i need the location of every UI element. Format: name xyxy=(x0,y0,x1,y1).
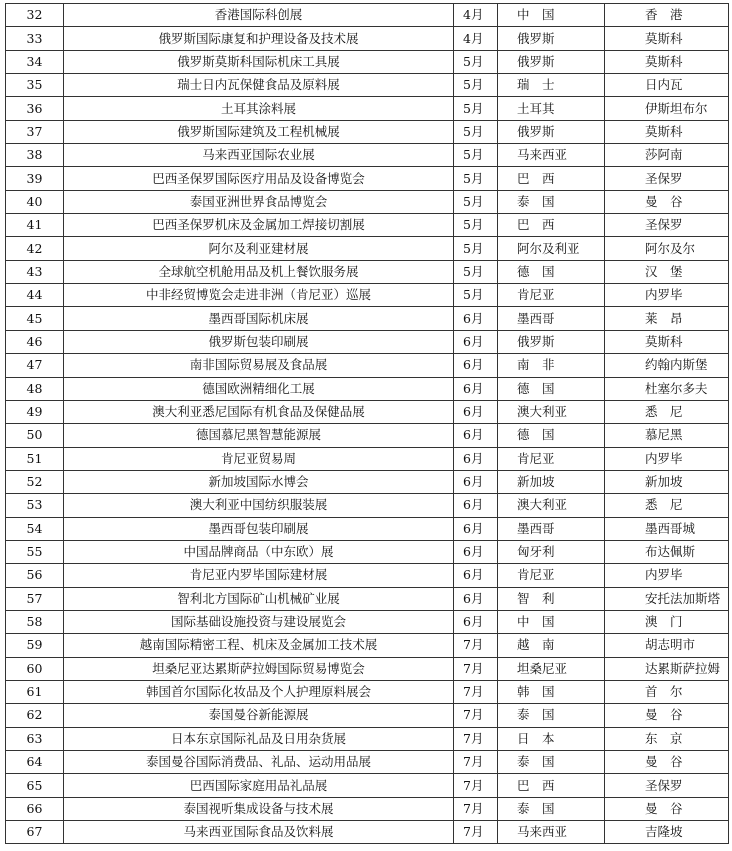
exhibition-city: 汉 堡 xyxy=(605,260,729,283)
table-row xyxy=(6,284,729,307)
table-row xyxy=(6,190,729,213)
exhibition-city: 澳 门 xyxy=(605,610,729,633)
row-number: 59 xyxy=(6,634,64,657)
exhibition-month: 6月 xyxy=(454,330,498,353)
exhibition-name: 巴西圣保罗机床及金属加工焊接切割展 xyxy=(64,214,454,237)
table-row xyxy=(6,237,729,260)
exhibition-city: 杜塞尔多夫 xyxy=(605,377,729,400)
exhibition-city: 莫斯科 xyxy=(605,330,729,353)
exhibition-country: 澳大利亚 xyxy=(498,400,605,423)
exhibition-month: 6月 xyxy=(454,424,498,447)
table-row xyxy=(6,144,729,167)
table-row xyxy=(6,4,729,27)
exhibition-month: 6月 xyxy=(454,354,498,377)
exhibition-city: 布达佩斯 xyxy=(605,540,729,563)
exhibition-month: 6月 xyxy=(454,587,498,610)
exhibition-city: 日内瓦 xyxy=(605,74,729,97)
table-row xyxy=(6,821,729,844)
table-row xyxy=(6,470,729,493)
row-number: 55 xyxy=(6,540,64,563)
exhibition-country: 中 国 xyxy=(498,4,605,27)
exhibition-city: 内罗毕 xyxy=(605,284,729,307)
exhibition-name: 日本东京国际礼品及日用杂货展 xyxy=(64,727,454,750)
table-row xyxy=(6,27,729,50)
exhibition-city: 曼 谷 xyxy=(605,704,729,727)
exhibition-name: 俄罗斯包装印刷展 xyxy=(64,330,454,353)
row-number: 63 xyxy=(6,727,64,750)
table-row xyxy=(6,657,729,680)
exhibition-name: 俄罗斯国际建筑及工程机械展 xyxy=(64,120,454,143)
table-row xyxy=(6,751,729,774)
exhibition-month: 6月 xyxy=(454,470,498,493)
exhibition-month: 6月 xyxy=(454,564,498,587)
exhibition-name: 土耳其涂料展 xyxy=(64,97,454,120)
table-row xyxy=(6,377,729,400)
exhibition-month: 5月 xyxy=(454,50,498,73)
exhibition-name: 肯尼亚贸易周 xyxy=(64,447,454,470)
exhibition-name: 马来西亚国际食品及饮料展 xyxy=(64,821,454,844)
exhibition-name: 德国慕尼黑智慧能源展 xyxy=(64,424,454,447)
exhibition-city: 莫斯科 xyxy=(605,27,729,50)
exhibition-country: 坦桑尼亚 xyxy=(498,657,605,680)
exhibition-name: 智利北方国际矿山机械矿业展 xyxy=(64,587,454,610)
exhibition-month: 5月 xyxy=(454,237,498,260)
row-number: 64 xyxy=(6,751,64,774)
exhibition-country: 俄罗斯 xyxy=(498,27,605,50)
exhibition-name: 墨西哥包装印刷展 xyxy=(64,517,454,540)
exhibition-name: 俄罗斯国际康复和护理设备及技术展 xyxy=(64,27,454,50)
exhibition-month: 7月 xyxy=(454,774,498,797)
exhibition-name: 巴西国际家庭用品礼品展 xyxy=(64,774,454,797)
exhibition-country: 俄罗斯 xyxy=(498,50,605,73)
exhibition-city: 曼 谷 xyxy=(605,797,729,820)
exhibition-name: 墨西哥国际机床展 xyxy=(64,307,454,330)
exhibition-month: 5月 xyxy=(454,120,498,143)
exhibition-country: 越 南 xyxy=(498,634,605,657)
exhibition-month: 5月 xyxy=(454,74,498,97)
row-number: 41 xyxy=(6,214,64,237)
exhibition-country: 阿尔及利亚 xyxy=(498,237,605,260)
exhibition-country: 泰 国 xyxy=(498,751,605,774)
table-row xyxy=(6,74,729,97)
exhibition-city: 伊斯坦布尔 xyxy=(605,97,729,120)
exhibition-name: 阿尔及利亚建材展 xyxy=(64,237,454,260)
exhibition-city: 曼 谷 xyxy=(605,190,729,213)
exhibition-city: 吉隆坡 xyxy=(605,821,729,844)
exhibition-country: 匈牙利 xyxy=(498,540,605,563)
row-number: 53 xyxy=(6,494,64,517)
exhibition-month: 7月 xyxy=(454,634,498,657)
row-number: 43 xyxy=(6,260,64,283)
table-row xyxy=(6,587,729,610)
row-number: 47 xyxy=(6,354,64,377)
row-number: 52 xyxy=(6,470,64,493)
row-number: 54 xyxy=(6,517,64,540)
exhibition-name: 香港国际科创展 xyxy=(64,4,454,27)
exhibition-month: 7月 xyxy=(454,751,498,774)
exhibition-city: 慕尼黑 xyxy=(605,424,729,447)
table-row xyxy=(6,424,729,447)
exhibition-month: 6月 xyxy=(454,400,498,423)
table-row xyxy=(6,214,729,237)
exhibition-month: 7月 xyxy=(454,657,498,680)
row-number: 42 xyxy=(6,237,64,260)
exhibition-month: 5月 xyxy=(454,167,498,190)
table-row xyxy=(6,167,729,190)
exhibition-city: 安托法加斯塔 xyxy=(605,587,729,610)
table-row xyxy=(6,97,729,120)
row-number: 61 xyxy=(6,680,64,703)
row-number: 51 xyxy=(6,447,64,470)
exhibition-month: 7月 xyxy=(454,727,498,750)
table-row xyxy=(6,564,729,587)
exhibition-name: 泰国曼谷新能源展 xyxy=(64,704,454,727)
row-number: 40 xyxy=(6,190,64,213)
exhibition-month: 6月 xyxy=(454,540,498,563)
exhibition-country: 俄罗斯 xyxy=(498,120,605,143)
row-number: 36 xyxy=(6,97,64,120)
row-number: 58 xyxy=(6,610,64,633)
exhibition-country: 肯尼亚 xyxy=(498,284,605,307)
table-row xyxy=(6,797,729,820)
table-row xyxy=(6,50,729,73)
exhibition-name: 韩国首尔国际化妆品及个人护理原料展会 xyxy=(64,680,454,703)
table-row xyxy=(6,680,729,703)
exhibition-city: 内罗毕 xyxy=(605,447,729,470)
table-row xyxy=(6,774,729,797)
row-number: 57 xyxy=(6,587,64,610)
exhibition-month: 5月 xyxy=(454,284,498,307)
exhibition-name: 俄罗斯莫斯科国际机床工具展 xyxy=(64,50,454,73)
table-row xyxy=(6,260,729,283)
exhibition-month: 6月 xyxy=(454,494,498,517)
exhibition-country: 中 国 xyxy=(498,610,605,633)
exhibition-city: 莫斯科 xyxy=(605,120,729,143)
exhibition-city: 圣保罗 xyxy=(605,214,729,237)
exhibition-city: 香 港 xyxy=(605,4,729,27)
exhibition-name: 瑞士日内瓦保健食品及原料展 xyxy=(64,74,454,97)
exhibition-month: 6月 xyxy=(454,447,498,470)
exhibition-country: 泰 国 xyxy=(498,704,605,727)
exhibition-country: 马来西亚 xyxy=(498,821,605,844)
exhibition-city: 悉 尼 xyxy=(605,400,729,423)
table-row xyxy=(6,120,729,143)
row-number: 50 xyxy=(6,424,64,447)
table-row xyxy=(6,540,729,563)
table-row xyxy=(6,704,729,727)
exhibition-month: 4月 xyxy=(454,4,498,27)
table-row xyxy=(6,354,729,377)
exhibition-month: 5月 xyxy=(454,214,498,237)
exhibition-city: 内罗毕 xyxy=(605,564,729,587)
exhibition-month: 5月 xyxy=(454,260,498,283)
row-number: 32 xyxy=(6,4,64,27)
exhibition-month: 7月 xyxy=(454,704,498,727)
table-row xyxy=(6,517,729,540)
exhibition-month: 5月 xyxy=(454,144,498,167)
exhibition-table xyxy=(5,3,729,844)
exhibition-country: 肯尼亚 xyxy=(498,447,605,470)
exhibition-country: 德 国 xyxy=(498,260,605,283)
table-row xyxy=(6,447,729,470)
exhibition-country: 智 利 xyxy=(498,587,605,610)
table-row xyxy=(6,400,729,423)
exhibition-month: 6月 xyxy=(454,307,498,330)
row-number: 35 xyxy=(6,74,64,97)
exhibition-name: 澳大利亚中国纺织服装展 xyxy=(64,494,454,517)
exhibition-month: 4月 xyxy=(454,27,498,50)
exhibition-country: 澳大利亚 xyxy=(498,494,605,517)
exhibition-city: 圣保罗 xyxy=(605,167,729,190)
table-row xyxy=(6,330,729,353)
exhibition-name: 澳大利亚悉尼国际有机食品及保健品展 xyxy=(64,400,454,423)
row-number: 46 xyxy=(6,330,64,353)
exhibition-city: 新加坡 xyxy=(605,470,729,493)
exhibition-city: 阿尔及尔 xyxy=(605,237,729,260)
row-number: 44 xyxy=(6,284,64,307)
exhibition-city: 墨西哥城 xyxy=(605,517,729,540)
exhibition-country: 德 国 xyxy=(498,424,605,447)
exhibition-month: 7月 xyxy=(454,821,498,844)
exhibition-month: 5月 xyxy=(454,190,498,213)
table-row xyxy=(6,634,729,657)
row-number: 38 xyxy=(6,144,64,167)
exhibition-city: 约翰内斯堡 xyxy=(605,354,729,377)
exhibition-city: 首 尔 xyxy=(605,680,729,703)
exhibition-table-body xyxy=(6,4,729,844)
table-row xyxy=(6,494,729,517)
row-number: 60 xyxy=(6,657,64,680)
exhibition-city: 胡志明市 xyxy=(605,634,729,657)
exhibition-country: 泰 国 xyxy=(498,797,605,820)
row-number: 48 xyxy=(6,377,64,400)
exhibition-country: 韩 国 xyxy=(498,680,605,703)
exhibition-city: 莫斯科 xyxy=(605,50,729,73)
exhibition-name: 越南国际精密工程、机床及金属加工技术展 xyxy=(64,634,454,657)
exhibition-country: 巴 西 xyxy=(498,214,605,237)
exhibition-name: 坦桑尼亚达累斯萨拉姆国际贸易博览会 xyxy=(64,657,454,680)
exhibition-name: 新加坡国际水博会 xyxy=(64,470,454,493)
exhibition-name: 肯尼亚内罗毕国际建材展 xyxy=(64,564,454,587)
row-number: 66 xyxy=(6,797,64,820)
exhibition-city: 莎阿南 xyxy=(605,144,729,167)
exhibition-city: 达累斯萨拉姆 xyxy=(605,657,729,680)
exhibition-name: 国际基础设施投资与建设展览会 xyxy=(64,610,454,633)
row-number: 45 xyxy=(6,307,64,330)
table-row xyxy=(6,727,729,750)
exhibition-country: 马来西亚 xyxy=(498,144,605,167)
exhibition-country: 土耳其 xyxy=(498,97,605,120)
row-number: 62 xyxy=(6,704,64,727)
exhibition-name: 德国欧洲精细化工展 xyxy=(64,377,454,400)
exhibition-country: 瑞 士 xyxy=(498,74,605,97)
row-number: 39 xyxy=(6,167,64,190)
exhibition-name: 全球航空机舱用品及机上餐饮服务展 xyxy=(64,260,454,283)
exhibition-country: 巴 西 xyxy=(498,774,605,797)
exhibition-name: 马来西亚国际农业展 xyxy=(64,144,454,167)
exhibition-country: 巴 西 xyxy=(498,167,605,190)
exhibition-country: 南 非 xyxy=(498,354,605,377)
exhibition-city: 曼 谷 xyxy=(605,751,729,774)
exhibition-city: 悉 尼 xyxy=(605,494,729,517)
exhibition-country: 泰 国 xyxy=(498,190,605,213)
exhibition-name: 泰国曼谷国际消费品、礼品、运动用品展 xyxy=(64,751,454,774)
exhibition-country: 肯尼亚 xyxy=(498,564,605,587)
exhibition-city: 莱 昂 xyxy=(605,307,729,330)
row-number: 34 xyxy=(6,50,64,73)
exhibition-month: 6月 xyxy=(454,610,498,633)
exhibition-name: 泰国视听集成设备与技术展 xyxy=(64,797,454,820)
exhibition-month: 7月 xyxy=(454,680,498,703)
row-number: 33 xyxy=(6,27,64,50)
exhibition-month: 6月 xyxy=(454,377,498,400)
exhibition-country: 日 本 xyxy=(498,727,605,750)
exhibition-name: 南非国际贸易展及食品展 xyxy=(64,354,454,377)
table-row xyxy=(6,610,729,633)
exhibition-city: 东 京 xyxy=(605,727,729,750)
exhibition-name: 泰国亚洲世界食品博览会 xyxy=(64,190,454,213)
exhibition-country: 俄罗斯 xyxy=(498,330,605,353)
row-number: 67 xyxy=(6,821,64,844)
table-row xyxy=(6,307,729,330)
row-number: 37 xyxy=(6,120,64,143)
row-number: 49 xyxy=(6,400,64,423)
exhibition-country: 墨西哥 xyxy=(498,517,605,540)
exhibition-country: 墨西哥 xyxy=(498,307,605,330)
exhibition-city: 圣保罗 xyxy=(605,774,729,797)
exhibition-country: 新加坡 xyxy=(498,470,605,493)
exhibition-name: 巴西圣保罗国际医疗用品及设备博览会 xyxy=(64,167,454,190)
row-number: 56 xyxy=(6,564,64,587)
exhibition-month: 5月 xyxy=(454,97,498,120)
exhibition-name: 中国品牌商品（中东欧）展 xyxy=(64,540,454,563)
exhibition-name: 中非经贸博览会走进非洲（肯尼亚）巡展 xyxy=(64,284,454,307)
row-number: 65 xyxy=(6,774,64,797)
exhibition-month: 6月 xyxy=(454,517,498,540)
exhibition-month: 7月 xyxy=(454,797,498,820)
exhibition-country: 德 国 xyxy=(498,377,605,400)
